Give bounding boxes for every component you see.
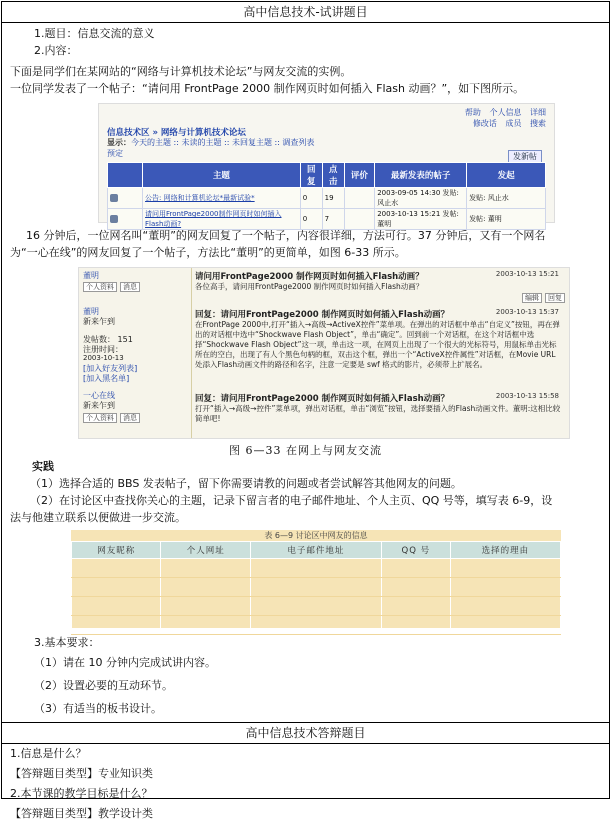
forum-filter-row bbox=[107, 137, 314, 148]
forum-top-links-2: 修改话 成员 搜索 bbox=[472, 119, 546, 128]
paragraph-1: 下面是同学们在某网站的“网络与计算机技术论坛”与网友交流的实例。 bbox=[10, 65, 352, 78]
table-row bbox=[72, 616, 561, 635]
col-qq: QQ 号 bbox=[381, 542, 450, 559]
paragraph-3: 16 分钟后，一位网名叫“董明”的网友回复了一个帖子，内容很详细，方法可行。37 分钟后，又有一个网名 bbox=[26, 229, 546, 242]
question-2: 2.本节课的教学目标是什么？ bbox=[10, 787, 153, 800]
post3-date: 2003-10-13 15:58 bbox=[495, 392, 559, 400]
post2-title: 回复：请问用FrontPage2000 制作网页时如何插入Flash动画？ bbox=[195, 310, 450, 320]
col-views: 点击 bbox=[322, 163, 344, 188]
topic-icon bbox=[110, 215, 118, 223]
paragraph-2: 一位同学发表了一个帖子：“请问用 FrontPage 2000 制作网页时如何插入 Flash 动画？”，如下图所示。 bbox=[10, 82, 525, 95]
col-latest: 最新发表的帖子 bbox=[375, 163, 467, 188]
latest-cell: 2003-09-05 14:30 发贴: 风止水 bbox=[375, 188, 467, 209]
forum-list-screenshot bbox=[98, 103, 555, 228]
topic-cell: 请问用FrontPage2000制作网页时如何插入Flash动画? bbox=[143, 209, 301, 230]
practice-title: 实践 bbox=[32, 460, 54, 473]
author-cell: 发贴: 风止水 bbox=[467, 188, 546, 209]
forum-filters: 今天的主题 :: 未读的主题 :: 未回复主题 :: 调查列表 bbox=[131, 138, 315, 147]
col-email: 电子邮件地址 bbox=[250, 542, 381, 559]
views-cell: 7 bbox=[322, 209, 344, 230]
table-6-9 bbox=[71, 530, 561, 628]
latest-cell: 2003-10-13 15:21 发帖: 董明 bbox=[375, 209, 467, 230]
post3-title: 回复：请问用FrontPage2000 制作网页时如何插入Flash动画？ bbox=[195, 394, 450, 404]
post2-user-links: [加入好友列表] bbox=[83, 364, 138, 373]
new-post-button: 发新帖 bbox=[508, 150, 542, 163]
content-label: 2.内容： bbox=[34, 44, 78, 57]
forum-breadcrumb: 信息技术区 » 网络与计算机技术论坛 bbox=[107, 128, 246, 138]
practice-item-2a: （2）在讨论区中查找你关心的主题，记录下留言者的电子邮件地址、个人主页、QQ 号等，填写表 6-9，设 bbox=[30, 494, 553, 507]
practice-item-1: （1）选择合适的 BBS 发表帖子，留下你需要请教的问题或者尝试解答其他网友的问题。 bbox=[30, 477, 462, 490]
post2-date: 2003-10-13 15:37 bbox=[495, 308, 559, 316]
document-page bbox=[1, 1, 610, 820]
col-homepage: 个人网址 bbox=[161, 542, 250, 559]
post1-user-buttons: 个人资料 消息 bbox=[83, 282, 143, 292]
topic-icon bbox=[110, 194, 118, 202]
table-row bbox=[108, 209, 546, 230]
table-row bbox=[72, 597, 561, 616]
lecture-content bbox=[2, 23, 609, 720]
topic-cell: 公告: 网络和计算机论坛*最新试验* bbox=[143, 188, 301, 209]
header-defense: 高中信息技术答辩题目 bbox=[2, 722, 609, 744]
forum-topic-table bbox=[107, 162, 546, 230]
post2-user-regdate: 2003-10-13 bbox=[83, 354, 124, 362]
requirement-1: （1）请在 10 分钟内完成试讲内容。 bbox=[34, 656, 216, 669]
post3-user: 一心在线 bbox=[83, 391, 115, 400]
post3-body: 打开“插入→高级→控件”菜单项，弹出对话框，单击“浏览”按钮，选择要插入的Flash动画文件。董明:这相比较简单吧! bbox=[195, 404, 561, 423]
info-table-header bbox=[72, 542, 561, 559]
forum-table-header bbox=[108, 163, 546, 188]
replies-cell: 0 bbox=[300, 209, 322, 230]
requirement-3: （3）有适当的板书设计。 bbox=[34, 702, 162, 715]
practice-item-2b: 法与他建立联系以便做进一步交流。 bbox=[10, 511, 186, 524]
col-author: 发起 bbox=[467, 163, 546, 188]
topic-line: 1.题目：信息交流的意义 bbox=[34, 27, 155, 40]
requirement-2: （2）设置必要的互动环节。 bbox=[34, 679, 173, 692]
post1-body: 各位高手，请问用FrontPage2000 制作网页时如何插入Flash动画？ bbox=[195, 282, 424, 291]
rating-cell bbox=[344, 188, 375, 209]
post1-date: 2003-10-13 15:21 bbox=[495, 270, 559, 278]
figure-caption: 图 6—33 在网上与网友交流 bbox=[229, 444, 382, 457]
post3-user-buttons: 个人资料 消息 bbox=[83, 413, 143, 423]
post2-body: 在FrontPage 2000中,打开“插入→高级→ActiveX控件”菜单项。在弹出的对话框中单击“自定义”按钮，再在弹出的对话框中选中“Shockwave Flash Object”，单击“确定”。回到前一个对话框，在这个对话框中选择“Shockwave Flash Object”这一项，单击这一项，在网页上出现了一个很大的光标符号，用鼠标单击光标所在的空白，出现了有人个黑色句柄的框，双击这个框，弹出一个“ActiveX控件属性”对话框，在Movie URL处添入Flash动画文件的路径和名字，注意一定要是 swf 格式的影片，必须带上扩展名。 bbox=[195, 320, 560, 369]
forum-top-links: 帮助 个人信息 详细 bbox=[464, 108, 546, 117]
table-caption: 表 6—9 讨论区中网友的信息 bbox=[264, 531, 368, 540]
author-cell: 发帖: 董明 bbox=[467, 209, 546, 230]
post-3 bbox=[195, 392, 563, 424]
views-cell: 19 bbox=[322, 188, 344, 209]
header-trial-lecture: 高中信息技术-试讲题目 bbox=[2, 2, 609, 23]
col-replies: 回复 bbox=[300, 163, 322, 188]
col-rating: 评价 bbox=[344, 163, 375, 188]
forum-replies-screenshot bbox=[78, 267, 570, 439]
question-2-type: 【答辩题目类型】教学设计类 bbox=[10, 807, 153, 820]
post3-user-rank: 新来乍到 bbox=[83, 401, 115, 410]
col-topic: 主题 bbox=[143, 163, 301, 188]
post1-title: 请问用FrontPage2000 制作网页时如何插入Flash动画？ bbox=[195, 272, 424, 282]
post2-user-stats: 发帖数： 151 bbox=[83, 335, 133, 344]
replies-cell: 0 bbox=[300, 188, 322, 209]
show-label: 显示： bbox=[107, 138, 131, 147]
post-2 bbox=[195, 308, 563, 370]
col-nickname: 网友昵称 bbox=[72, 542, 161, 559]
paragraph-4: 为“一心在线”的网友回复了一个帖子，方法比“董明”的更简单，如图 6-33 所示。 bbox=[10, 246, 406, 259]
info-table bbox=[71, 541, 561, 635]
table-row bbox=[108, 188, 546, 209]
post2-user-reg: 注册时间： bbox=[83, 345, 123, 354]
question-1: 1.信息是什么？ bbox=[10, 747, 87, 760]
post1-user: 董明 bbox=[83, 271, 99, 280]
post1-actions: 编辑 回复 bbox=[519, 293, 565, 303]
post2-user: 董明 bbox=[83, 307, 99, 316]
col-reason: 选择的理由 bbox=[450, 542, 560, 559]
forum-settings-link: 预定 bbox=[107, 149, 123, 158]
rating-cell bbox=[344, 209, 375, 230]
post2-user-rank: 新来乍到 bbox=[83, 317, 115, 326]
post-1 bbox=[195, 270, 563, 292]
table-row bbox=[72, 559, 561, 578]
requirements-title: 3.基本要求： bbox=[34, 636, 100, 649]
table-row bbox=[72, 578, 561, 597]
question-1-type: 【答辩题目类型】专业知识类 bbox=[10, 767, 153, 780]
post2-user-links-2: [加入黑名单] bbox=[83, 374, 130, 383]
